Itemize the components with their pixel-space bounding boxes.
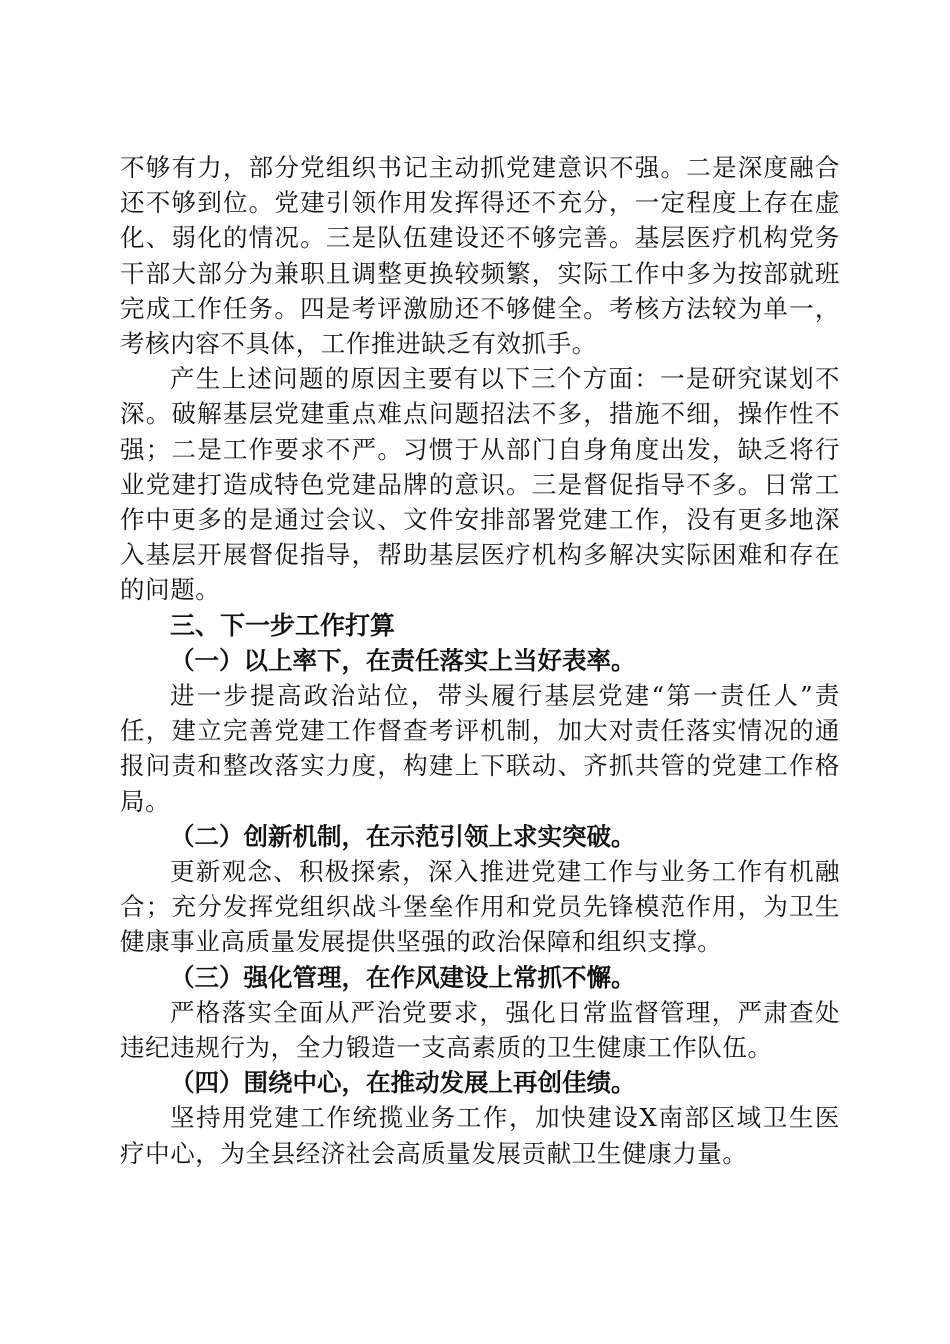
paragraph-innovation: 更新观念、积极探索，深入推进党建工作与业务工作有机融合；充分发挥党组织战斗堡垒作用和党员先锋模范作用，为卫生健康事业高质量发展提供坚强的政治保障和组织支撑。 <box>120 857 840 957</box>
subheading-3: （三）强化管理，在作风建设上常抓不懈。 <box>170 962 636 992</box>
document-body <box>120 150 840 1171</box>
section-heading-next-steps: 三、下一步工作打算 <box>170 610 396 640</box>
paragraph-causes: 产生上述问题的原因主要有以下三个方面：一是研究谋划不深。破解基层党建重点难点问题招法不多，措施不细，操作性不强；二是工作要求不严。习惯于从部门自身角度出发，缺乏将行业党建打造成特色党建品牌的意识。三是督促指导不多。日常工作中更多的是通过会议、文件安排部署党建工作，没有更多地深入基层开展督促指导，帮助基层医疗机构多解决实际困难和存在的问题。 <box>120 364 840 605</box>
subheading-4: （四）围绕中心，在推动发展上再创佳绩。 <box>170 1068 636 1098</box>
paragraph-problems-continued: 不够有力，部分党组织书记主动抓党建意识不强。二是深度融合还不够到位。党建引领作用发挥得还不充分，一定程度上存在虚化、弱化的情况。三是队伍建设还不够完善。基层医疗机构党务干部大部分为兼职且调整更换较频繁，实际工作中多为按部就班完成工作任务。四是考评激励还不够健全。考核方法较为单一，考核内容不具体，工作推进缺乏有效抓手。 <box>120 153 840 359</box>
subheading-2: （二）创新机制，在示范引领上求实突破。 <box>170 821 636 851</box>
paragraph-development: 坚持用党建工作统揽业务工作，加快建设X南部区域卫生医疗中心，为全县经济社会高质量发展贡献卫生健康力量。 <box>120 1103 840 1168</box>
paragraph-management: 严格落实全面从严治党要求，强化日常监督管理，严肃查处违纪违规行为，全力锻造一支高素质的卫生健康工作队伍。 <box>120 997 840 1063</box>
subheading-1: （一）以上率下，在责任落实上当好表率。 <box>170 645 636 675</box>
paragraph-responsibility: 进一步提高政治站位，带头履行基层党建“第一责任人”责任，建立完善党建工作督查考评机制，加大对责任落实情况的通报问责和整改落实力度，构建上下联动、齐抓共管的党建工作格局。 <box>120 681 840 816</box>
